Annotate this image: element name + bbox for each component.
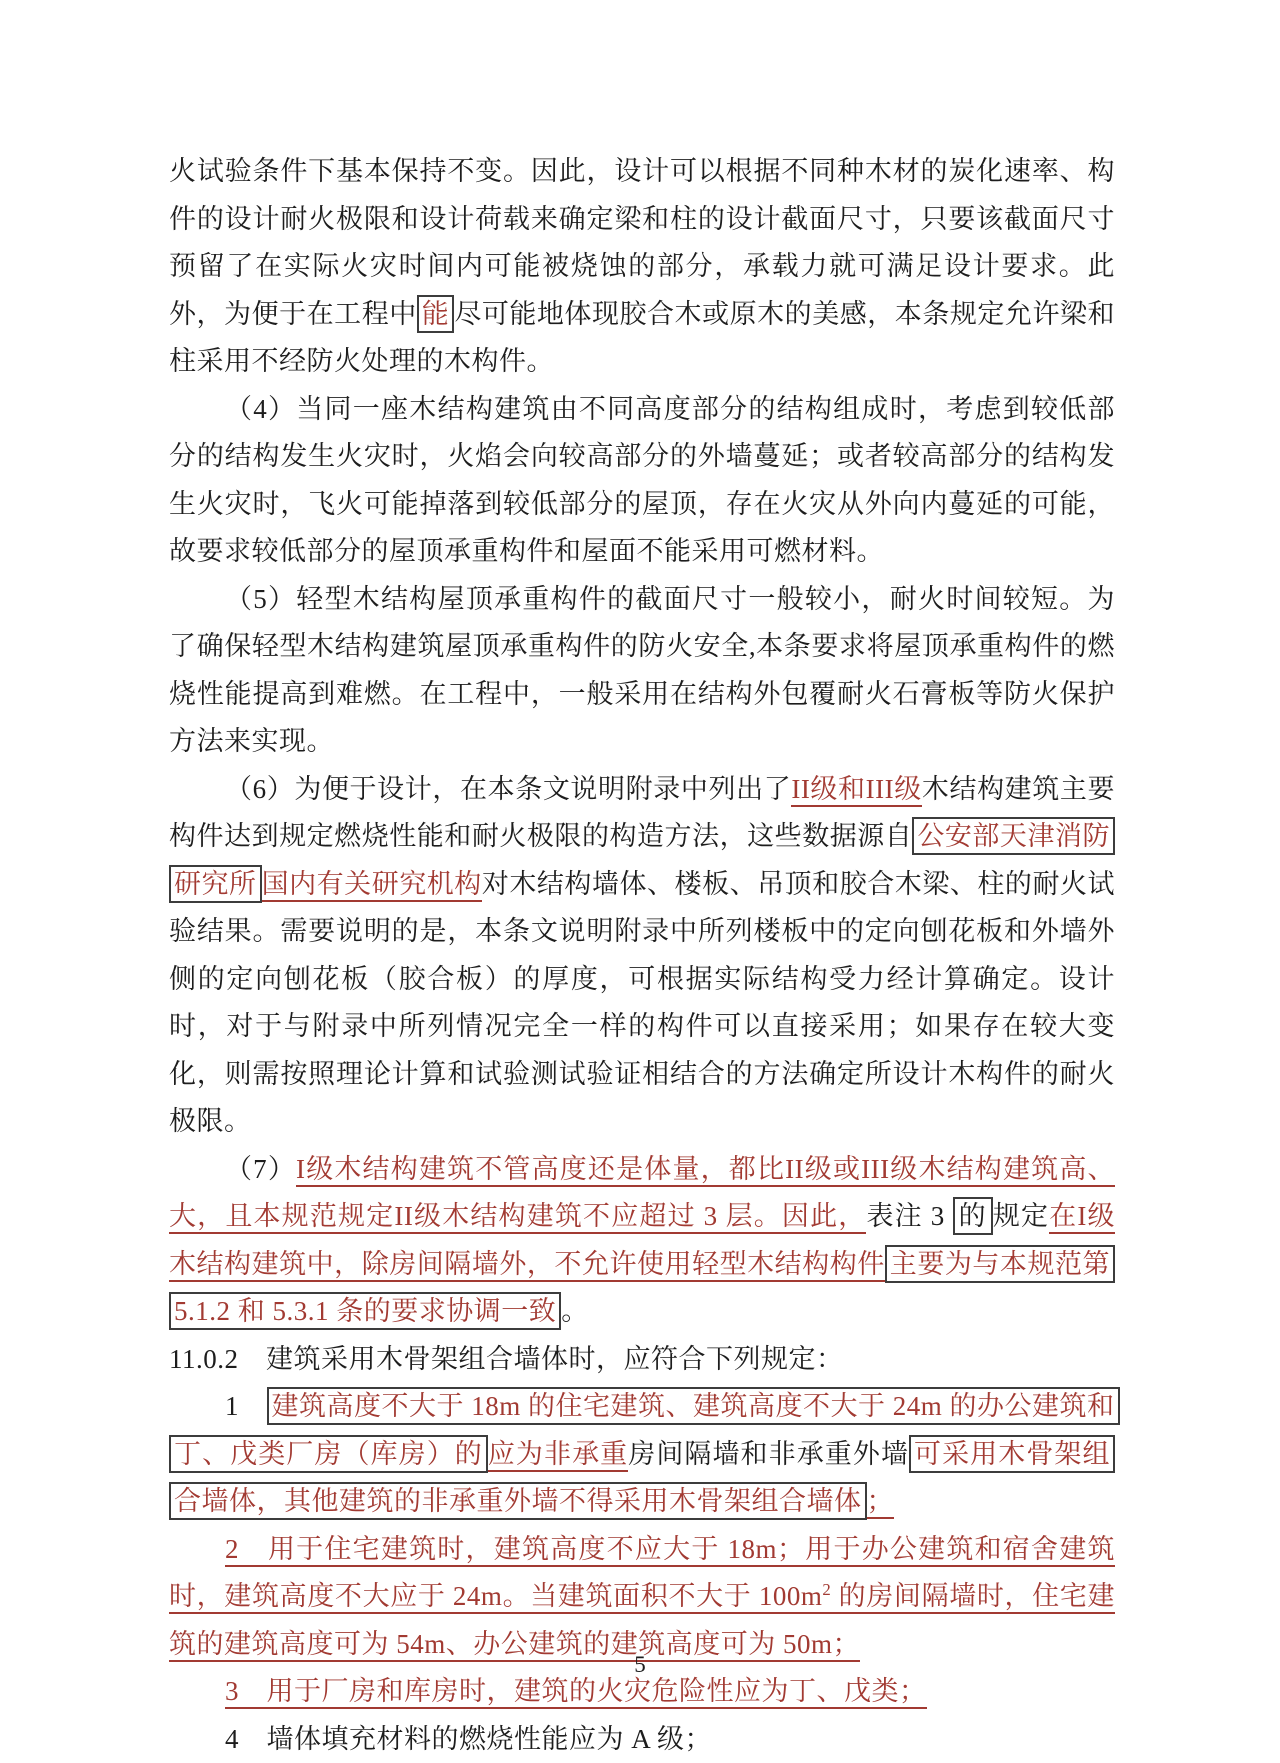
text-run: 木结构建筑主要构件达到规定燃烧性能和耐火极限的构造方法，这些数据源自 [169, 774, 1115, 852]
paragraph [169, 1336, 1115, 1384]
inserted-text: 的房间隔墙时，住宅建筑的建筑高度可为 54m、办公建筑的建筑高度可为 50m； [169, 1581, 1115, 1662]
deleted-text-boxed: 能 [417, 295, 455, 333]
paragraph [169, 1383, 1115, 1526]
text-run: 4 墙体填充材料的燃烧性能应为 A 级； [225, 1724, 712, 1754]
inserted-text: ； [867, 1486, 895, 1519]
document-body [169, 148, 1115, 1763]
text-run: （5）轻型木结构屋顶承重构件的截面尺寸一般较小，耐火时间较短。为了确保轻型木结构建筑屋顶承重构件的防火安全,本条要求将屋顶承重构件的燃烧性能提高到难燃。在工程中，一般采用在结构外包覆耐火石膏板等防火保护方法来实现。 [169, 584, 1115, 757]
inserted-text: 3 用于厂房和库房时，建筑的火灾危险性应为丁、戊类； [225, 1676, 927, 1709]
text-run: （7） [225, 1154, 296, 1184]
paragraph [169, 148, 1115, 386]
text-run: 火试验条件下基本保持不变。因此，设计可以根据不同种木材的炭化速率、构件的设计耐火极限和设计荷载来确定梁和柱的设计截面尺寸，只要该截面尺寸预留了在实际火灾时间内可能被烧蚀的部分，承载力就可满足设计要求。此外，为便于在工程中 [169, 156, 1115, 329]
page-number: 5 [0, 1652, 1280, 1678]
deleted-text-boxed: 公安部天津消防研究所 [169, 817, 1115, 903]
paragraph [169, 386, 1115, 576]
deleted-text-boxed: 的 [953, 1197, 993, 1235]
text-run: 规定 [993, 1201, 1049, 1231]
text-run: 。 [561, 1296, 589, 1326]
paragraph [169, 766, 1115, 1146]
paragraph [169, 576, 1115, 766]
text-run: 尽可能地体现胶合木或原木的美感，本条规定允许梁和柱采用不经防火处理的木构件。 [169, 299, 1115, 377]
text-run: 11.0.2 建筑采用木骨架组合墙体时，应符合下列规定： [169, 1344, 844, 1374]
text-run: （6）为便于设计，在本条文说明附录中列出了 [225, 774, 791, 804]
text-run: 表注 3 [866, 1201, 952, 1231]
inserted-text: 2 用于住宅建筑时，建筑高度不应大于 18m；用于办公建筑和宿舍建筑时，建筑高度不大应于 24m。当建筑面积不大于 100m [169, 1534, 1115, 1615]
deleted-text-boxed: 主要为与本规范第 5.1.2 和 5.3.1 条的要求协调一致 [169, 1245, 1115, 1331]
text-run: 房间隔墙和非承重外墙 [628, 1439, 909, 1469]
inserted-text: II级和III级 [791, 774, 922, 807]
paragraph [169, 1526, 1115, 1669]
text-run: （4）当同一座木结构建筑由不同高度部分的结构组成时，考虑到较低部分的结构发生火灾时，火焰会向较高部分的外墙蔓延；或者较高部分的结构发生火灾时，飞火可能掉落到较低部分的屋顶，存在火灾从外向内蔓延的可能，故要求较低部分的屋顶承重构件和屋面不能采用可燃材料。 [169, 394, 1115, 567]
inserted-text: 在I级木结构建筑中，除房间隔墙外，不允许使用轻型木结构构件 [169, 1201, 1115, 1282]
inserted-text: 国内有关研究机构 [262, 869, 482, 902]
paragraph [169, 1716, 1115, 1763]
deleted-text-boxed: 建筑高度不大于 18m 的住宅建筑、建筑高度不大于 24m 的办公建筑和丁、戊类厂房（库房）的 [169, 1387, 1120, 1473]
deleted-text-boxed: 可采用木骨架组合墙体，其他建筑的非承重外墙不得采用木骨架组合墙体 [169, 1435, 1115, 1521]
paragraph [169, 1146, 1115, 1336]
inserted-text: 2 [822, 1581, 831, 1614]
inserted-text: I级木结构建筑不管高度还是体量，都比II级或III级木结构建筑高、大，且本规范规定II级木结构建筑不应超过 3 层。因此， [169, 1154, 1115, 1235]
text-run: 1 [225, 1391, 267, 1421]
text-run: 对木结构墙体、楼板、吊顶和胶合木梁、柱的耐火试验结果。需要说明的是，本条文说明附录中所列楼板中的定向刨花板和外墙外侧的定向刨花板（胶合板）的厚度，可根据实际结构受力经计算确定。设计时，对于与附录中所列情况完全一样的构件可以直接采用；如果存在较大变化，则需按照理论计算和试验测试验证相结合的方法确定所设计木构件的耐火极限。 [169, 869, 1115, 1137]
inserted-text: 应为非承重 [488, 1439, 628, 1472]
